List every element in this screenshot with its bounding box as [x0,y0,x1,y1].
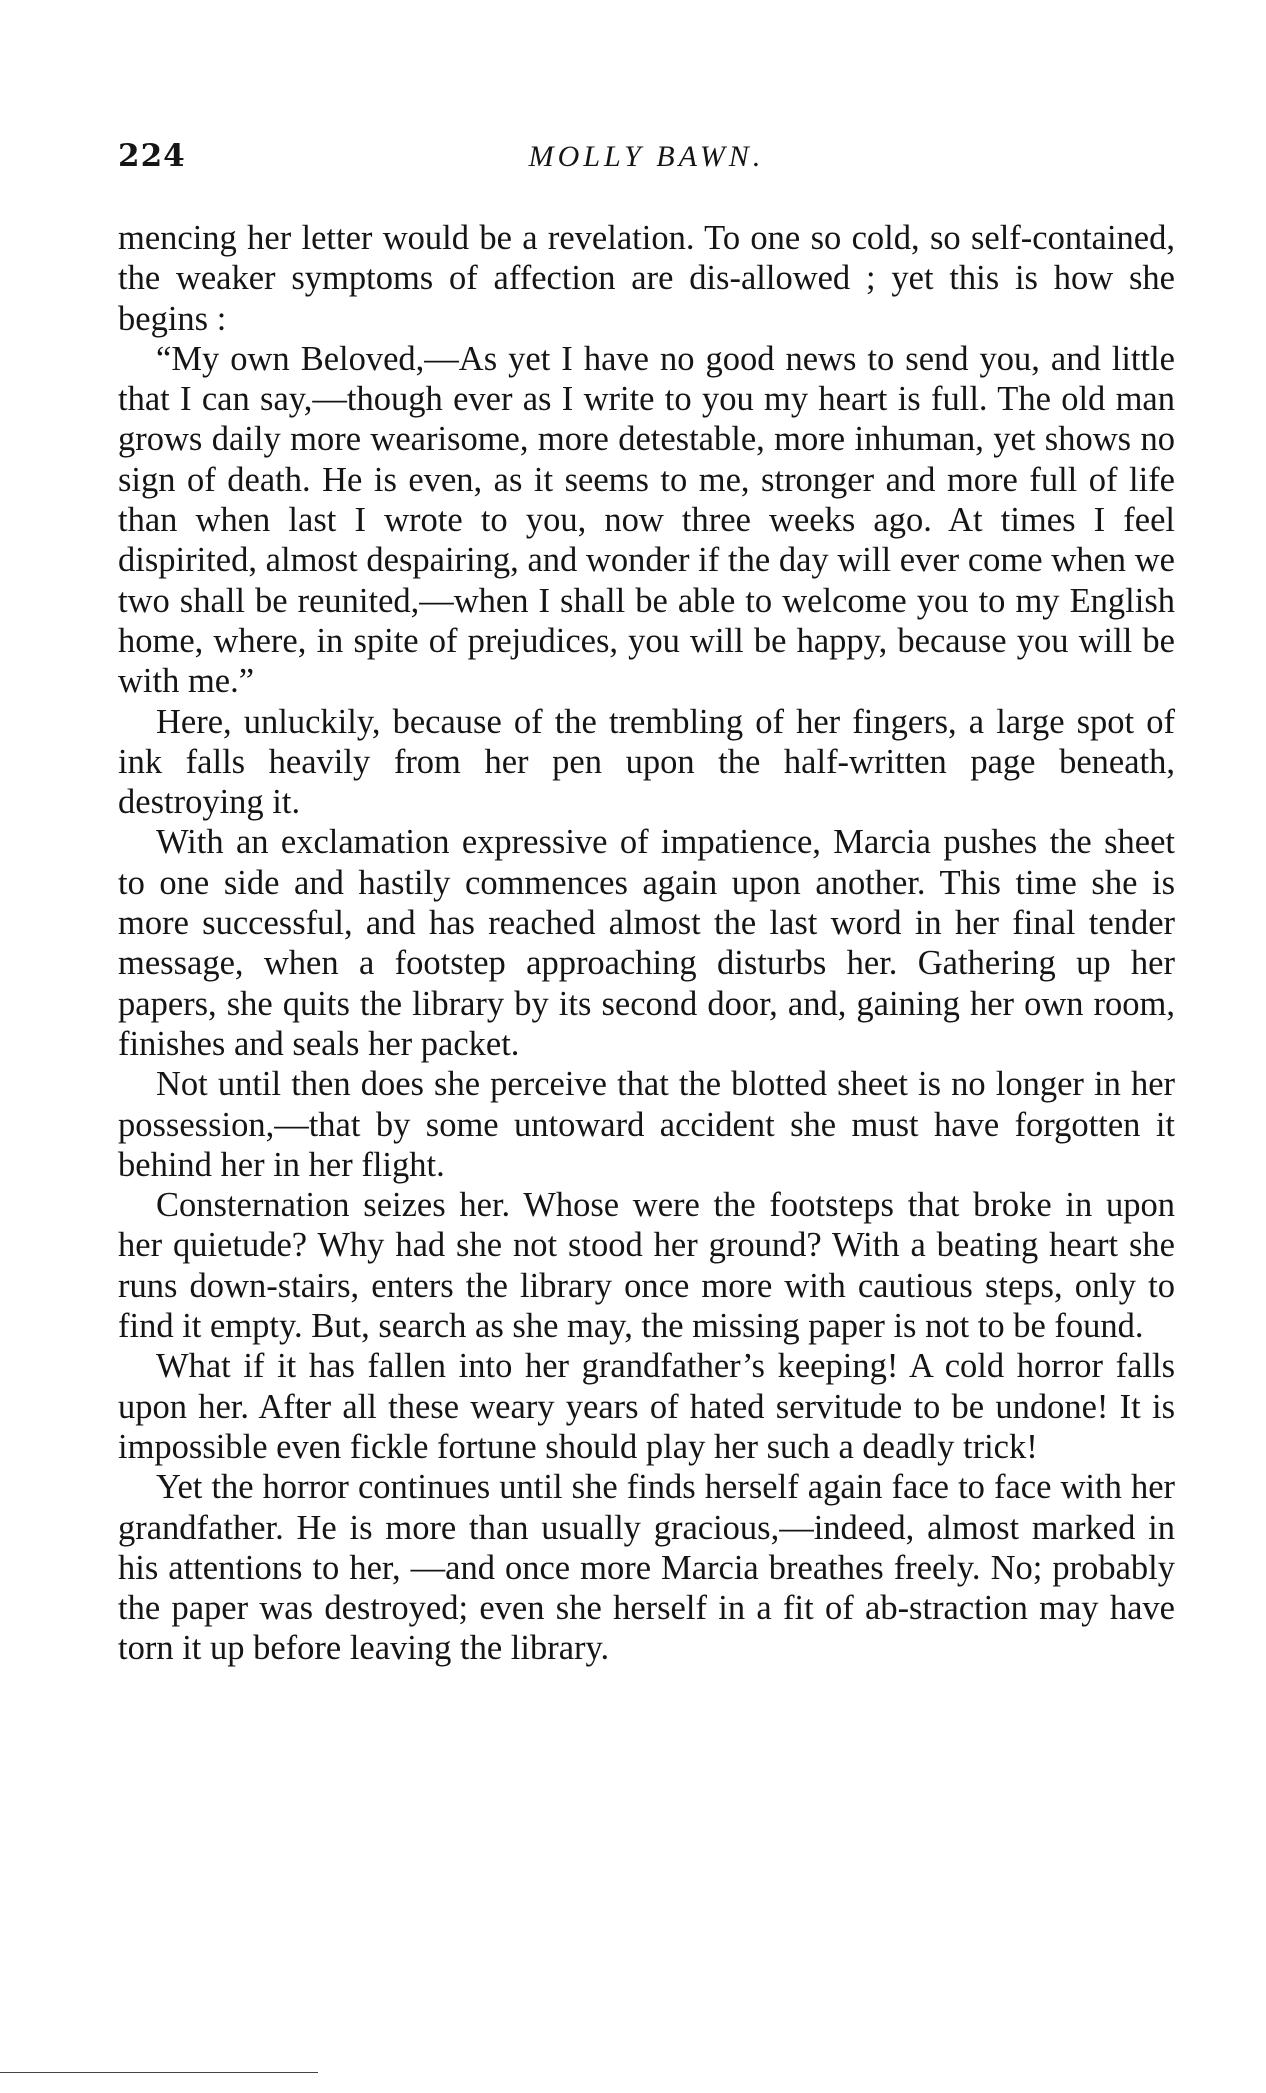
paragraph-7: What if it has fallen into her grandfather’s keeping! A cold horror falls upon her. After all these weary years of hated servitude to be undone! It is impossible even fickle fortune should play her such a deadly trick! [118,1347,1175,1466]
footer-rule [0,2072,318,2073]
paragraph-2: “My own Beloved,—As yet I have no good news to send you, and little that I can say,—though ever as I write to you my heart is full. The old man grows daily more wearisome, more detestable, more inhuman, yet shows no sign of death. He is even, as it seems to me, stronger and more full of life than when last I wrote to you, now three weeks ago. At times I feel dispirited, almost despairing, and wonder if the day will ever come when we two shall be reunited,—when I shall be able to welcome you to my English home, where, in spite of prejudices, you will be happy, because you will be with me.” [118,339,1175,701]
paragraph-1: mencing her letter would be a revelation. To one so cold, so self-contained, the weaker symptoms of affection are dis-allowed ; yet this is how she begins : [118,219,1175,338]
running-title: MOLLY BAWN. [528,140,765,173]
paragraph-5: Not until then does she perceive that the blotted sheet is no longer in her possession,—that by some untoward accident she must have forgotten it behind her in her flight. [118,1065,1175,1184]
paragraph-6: Consternation seizes her. Whose were the footsteps that broke in upon her quietude? Why had she not stood her ground? With a beating heart she runs down-stairs, enters the library once more with cautious steps, only to find it empty. But, search as she may, the missing paper is not to be found. [118,1186,1175,1346]
paragraph-8: Yet the horror continues until she finds herself again face to face with her grandfather. He is more than usually gracious,—indeed, almost marked in his attentions to her, —and once more Marcia breathes freely. No; probably the paper was destroyed; even she herself in a fit of ab-straction may have torn it up before leaving the library. [118,1468,1175,1668]
page-header [118,138,1175,182]
paragraph-3: Here, unluckily, because of the trembling of her fingers, a large spot of ink falls heavily from her pen upon the half-written page beneath, destroying it. [118,702,1175,822]
body-text [118,218,1175,1669]
page-number: 224 [118,138,186,174]
paragraph-4: With an exclamation expressive of impatience, Marcia pushes the sheet to one side and hastily commences again upon another. This time she is more successful, and has reached almost the last word in her final tender message, when a footstep approaching disturbs her. Gathering up her papers, she quits the library by its second door, and, gaining her own room, finishes and seals her packet. [118,823,1175,1063]
